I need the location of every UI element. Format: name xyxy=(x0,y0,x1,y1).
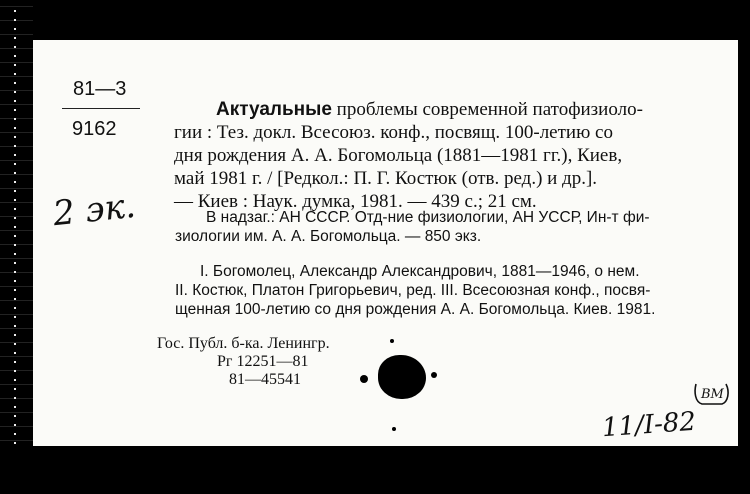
initials-text: ВМ xyxy=(701,387,724,402)
ink-stamp-blot xyxy=(378,355,426,399)
bibliographic-description xyxy=(174,98,643,213)
holdings-number: 81—45541 xyxy=(229,371,301,388)
title-lead-word: Актуальные xyxy=(216,99,332,120)
tracing-line-2: щенная 100-летию со дня рождения А. А. Богомольца. Киев. 1981. xyxy=(175,301,656,318)
main-line-1: гии : Тез. докл. Всесоюз. конф., посвящ. 100-летию со xyxy=(174,122,613,143)
scan-left-edge xyxy=(0,0,33,494)
holdings-library: Гос. Публ. б-ка. Ленингр. xyxy=(157,335,330,352)
handwritten-initials-mark xyxy=(692,378,732,408)
main-line-4: — Киев : Наук. думка, 1981. — 439 с.; 21 см. xyxy=(174,191,537,212)
handwritten-copies-note: 2 эк. xyxy=(51,185,138,235)
note-line-0: В надзаг.: АН СССР. Отд-ние физиологии, АН УССР, Ин-т фи- xyxy=(206,209,650,226)
main-line-0: проблемы современной патофизиоло- xyxy=(331,99,643,120)
call-number-rule xyxy=(62,108,140,109)
call-number-bottom: 9162 xyxy=(72,118,117,140)
handwritten-date-text: 11/I-82 xyxy=(601,406,697,444)
scan-right-edge xyxy=(738,0,750,494)
header-note xyxy=(175,208,650,246)
main-line-2: дня рождения А. А. Богомольца (1881—1981 гг.), Киев, xyxy=(174,145,623,166)
call-number-top: 81—3 xyxy=(73,78,127,100)
holdings-block xyxy=(157,335,330,389)
tracing-line-0: I. Богомолец, Александр Александрович, 1881—1946, о нем. xyxy=(200,263,640,280)
scan-bottom-edge xyxy=(0,446,750,494)
note-line-1: зиологии им. А. А. Богомольца. — 850 экз. xyxy=(175,228,482,245)
tracing-line-1: II. Костюк, Платон Григорьевич, ред. III. Всесоюзная конф., посвя- xyxy=(175,282,651,299)
holdings-record: Рг 12251—81 xyxy=(217,353,309,370)
main-line-3: май 1981 г. / [Редкол.: П. Г. Костюк (отв. ред.) и др.]. xyxy=(174,168,598,189)
tracings xyxy=(175,262,656,319)
